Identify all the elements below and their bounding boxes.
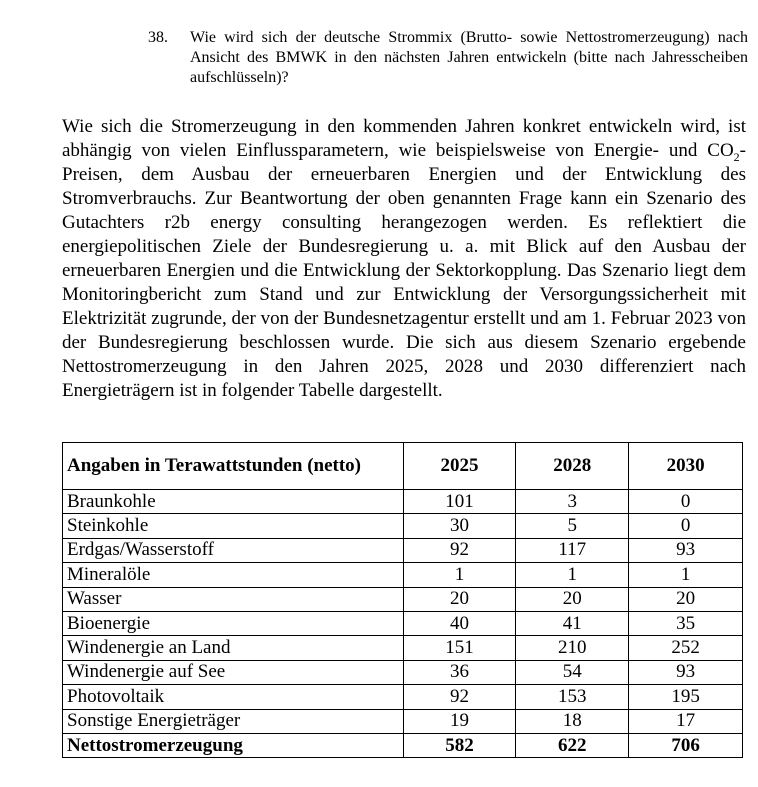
table-row [63, 587, 743, 611]
answer-paragraph [62, 115, 746, 403]
total-value: 582 [403, 733, 516, 757]
row-label: Windenergie an Land [63, 636, 404, 660]
cell-value: 93 [629, 538, 743, 562]
table-row [63, 709, 743, 733]
cell-value: 153 [516, 685, 629, 709]
cell-value: 20 [403, 587, 516, 611]
row-label: Bioenergie [63, 611, 404, 635]
table-row [63, 685, 743, 709]
answer-subscript: 2 [733, 149, 740, 164]
cell-value: 1 [516, 563, 629, 587]
row-label: Windenergie auf See [63, 660, 404, 684]
cell-value: 92 [403, 538, 516, 562]
header-unit-label: Angaben in Terawattstunden (netto) [63, 443, 404, 490]
table-total-row [63, 733, 743, 757]
cell-value: 54 [516, 660, 629, 684]
answer-text-part1: Wie sich die Stromerzeugung in den kommenden Jahren konkret entwickeln wird, ist abhängig von vielen Einflussparametern, wie beispielsweise von Energie- und CO [62, 116, 746, 161]
cell-value: 101 [403, 490, 516, 514]
header-year-2030: 2030 [629, 443, 743, 490]
row-label: Steinkohle [63, 514, 404, 538]
cell-value: 20 [629, 587, 743, 611]
cell-value: 117 [516, 538, 629, 562]
cell-value: 18 [516, 709, 629, 733]
question-number: 38. [148, 29, 168, 46]
table-row [63, 636, 743, 660]
table-header-row [63, 443, 743, 490]
row-label: Wasser [63, 587, 404, 611]
table-row [63, 490, 743, 514]
cell-value: 20 [516, 587, 629, 611]
row-label: Braunkohle [63, 490, 404, 514]
cell-value: 19 [403, 709, 516, 733]
total-label: Nettostromerzeugung [63, 733, 404, 757]
question-text: Wie wird sich der deutsche Strommix (Brutto- sowie Nettostromerzeugung) nach Ansicht des BMWK in den nächsten Jahren entwickeln (bitte nach Jahresscheiben aufschlüsseln)? [190, 29, 748, 86]
row-label: Erdgas/Wasserstoff [63, 538, 404, 562]
cell-value: 40 [403, 611, 516, 635]
table-row [63, 538, 743, 562]
row-label: Mineralöle [63, 563, 404, 587]
cell-value: 0 [629, 490, 743, 514]
answer-text-part2: -Preisen, dem Ausbau der erneuerbaren Energien und der Entwicklung des Stromverbrauchs. Zur Beantwortung der oben genannten Frage kann ein Szenario des Gutachters r2b energy consulting herangezogen werden. Es reflektiert die energiepolitischen Ziele der Bundesregierung u. a. mit Blick auf den Ausbau der erneuerbaren Energien und die Entwicklung der Sektorkopplung. Das Szenario liegt dem Monitoringbericht zum Stand und zur Entwicklung der Versorgungssicherheit mit Elektrizität zugrunde, der von der Bundesnetzagentur erstellt und am 1. Februar 2023 von der Bundesregierung beschlossen wurde. Die sich aus diesem Szenario ergebende Nettostromerzeugung in den Jahren 2025, 2028 und 2030 differenziert nach Energieträgern ist in folgender Tabelle dargestellt. [62, 140, 746, 401]
cell-value: 92 [403, 685, 516, 709]
cell-value: 93 [629, 660, 743, 684]
total-value: 622 [516, 733, 629, 757]
cell-value: 36 [403, 660, 516, 684]
cell-value: 1 [403, 563, 516, 587]
cell-value: 41 [516, 611, 629, 635]
cell-value: 30 [403, 514, 516, 538]
header-year-2028: 2028 [516, 443, 629, 490]
cell-value: 210 [516, 636, 629, 660]
cell-value: 195 [629, 685, 743, 709]
table-row [63, 563, 743, 587]
cell-value: 3 [516, 490, 629, 514]
cell-value: 17 [629, 709, 743, 733]
energy-table [62, 442, 743, 758]
row-label: Sonstige Energieträger [63, 709, 404, 733]
cell-value: 0 [629, 514, 743, 538]
row-label: Photovoltaik [63, 685, 404, 709]
cell-value: 35 [629, 611, 743, 635]
table-row [63, 660, 743, 684]
table-row [63, 514, 743, 538]
cell-value: 151 [403, 636, 516, 660]
table-row [63, 611, 743, 635]
cell-value: 252 [629, 636, 743, 660]
cell-value: 5 [516, 514, 629, 538]
question-block [148, 28, 748, 88]
total-value: 706 [629, 733, 743, 757]
cell-value: 1 [629, 563, 743, 587]
header-year-2025: 2025 [403, 443, 516, 490]
